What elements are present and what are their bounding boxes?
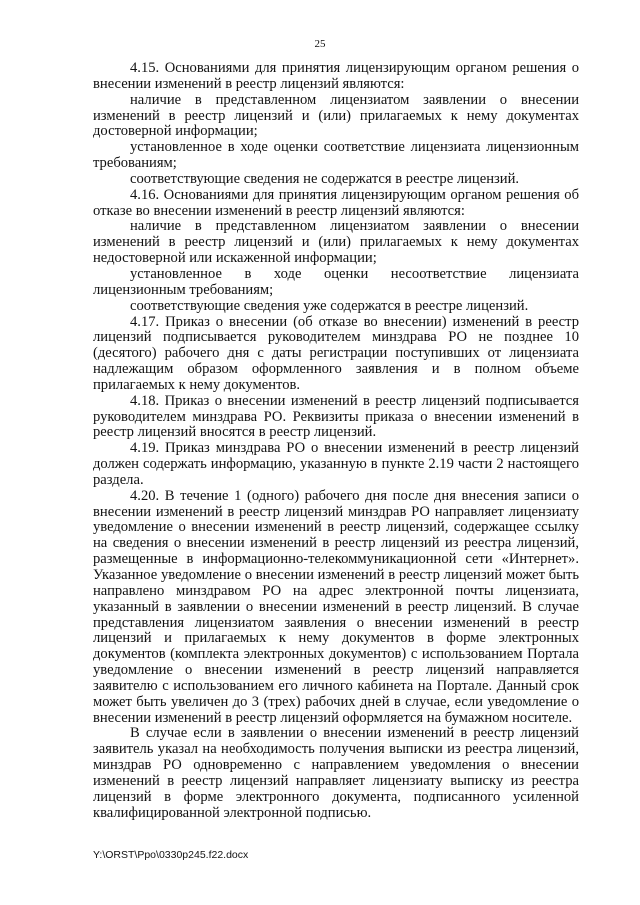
paragraph-4-15-item-3: соответствующие сведения не содержатся в реестре лицензий. [130, 170, 520, 187]
paragraph-4-16-item-1: наличие в представленном лицензиатом заявлении о внесении изменений в реестр лицензий и (или) прилагаемых к нему документах недостоверной или искаженной информации; [93, 218, 579, 267]
paragraph-4-20-extract: В случае если в заявлении о внесении изменений в реестр лицензий заявитель указал на необходимость получения выписки из реестра лицензий, минздрав РО одновременно с направлением уведомления о внесении изменений в реестр лицензий направляет лицензиату выписку из реестра лицензий в форме электронного документа, подписанного усиленной квалифицированной электронной подписью. [93, 725, 579, 821]
paragraph-4-20: 4.20. В течение 1 (одного) рабочего дня после дня внесения записи о внесении изменений в реестр лицензий минздрав РО направляет лицензиату уведомление о внесении изменений в реестр лицензий, содержащее ссылку на сведения о внесении изменений в реестр лицензий из реестра лицензий, размещенные в информационно-телекоммуникационной сети «Интернет». Указанное уведомление о внесении изменений в реестр лицензий может быть направлено минздравом РО на адрес электронной почты лицензиата, указанный в заявлении о внесении изменений в реестр лицензий. В случае представления лицензиатом заявления о внесении изменений в реестр лицензий и прилагаемых к нему документов в форме электронных документов (комплекта электронных документов) с использованием Портала уведомление о внесении изменений в реестр лицензий направляется заявителю с использованием его личного кабинета на Портале. Данный срок может быть увеличен до 3 (трех) рабочих дней в случае, если уведомление о внесении изменений в реестр лицензий оформляется на бумажном носителе. [93, 487, 579, 726]
document-body [93, 61, 579, 822]
paragraph-4-16: 4.16. Основаниями для принятия лицензирующим органом решения об отказе во внесении изменений в реестр лицензий являются: [93, 186, 579, 219]
paragraph-4-16-item-3: соответствующие сведения уже содержатся в реестре лицензий. [130, 297, 529, 314]
page-number: 25 [314, 38, 326, 50]
paragraph-4-19: 4.19. Приказ минздрава РО о внесении изменений в реестр лицензий должен содержать информацию, указанную в пункте 2.19 части 2 настоящего раздела. [93, 440, 579, 488]
paragraph-4-15-item-2: установленное в ходе оценки соответствие лицензиата лицензионным требованиям; [93, 139, 579, 172]
paragraph-4-15-item-1: наличие в представленном лицензиатом заявлении о внесении изменений в реестр лицензий и (или) прилагаемых к нему документах достоверной информации; [93, 91, 579, 140]
paragraph-4-17: 4.17. Приказ о внесении (об отказе во внесении) изменений в реестр лицензий подписывается руководителем минздрава РО не позднее 10 (десятого) рабочего дня с даты регистрации поступивших от лицензиата надлежащим образом оформленного заявления и в полном объеме прилагаемых к нему документов. [93, 313, 579, 393]
paragraph-4-18: 4.18. Приказ о внесении изменений в реестр лицензий подписывается руководителем минздрава РО. Реквизиты приказа о внесении изменений в реестр лицензий вносятся в реестр лицензий. [93, 392, 579, 441]
paragraph-4-15: 4.15. Основаниями для принятия лицензирующим органом решения о внесении изменений в реестр лицензий являются: [93, 60, 579, 92]
footer-file-path: Y:\ORST\Ppo\0330p245.f22.docx [93, 849, 249, 861]
paragraph-4-16-item-2: установленное в ходе оценки несоответствие лицензиата лицензионным требованиям; [93, 265, 579, 298]
